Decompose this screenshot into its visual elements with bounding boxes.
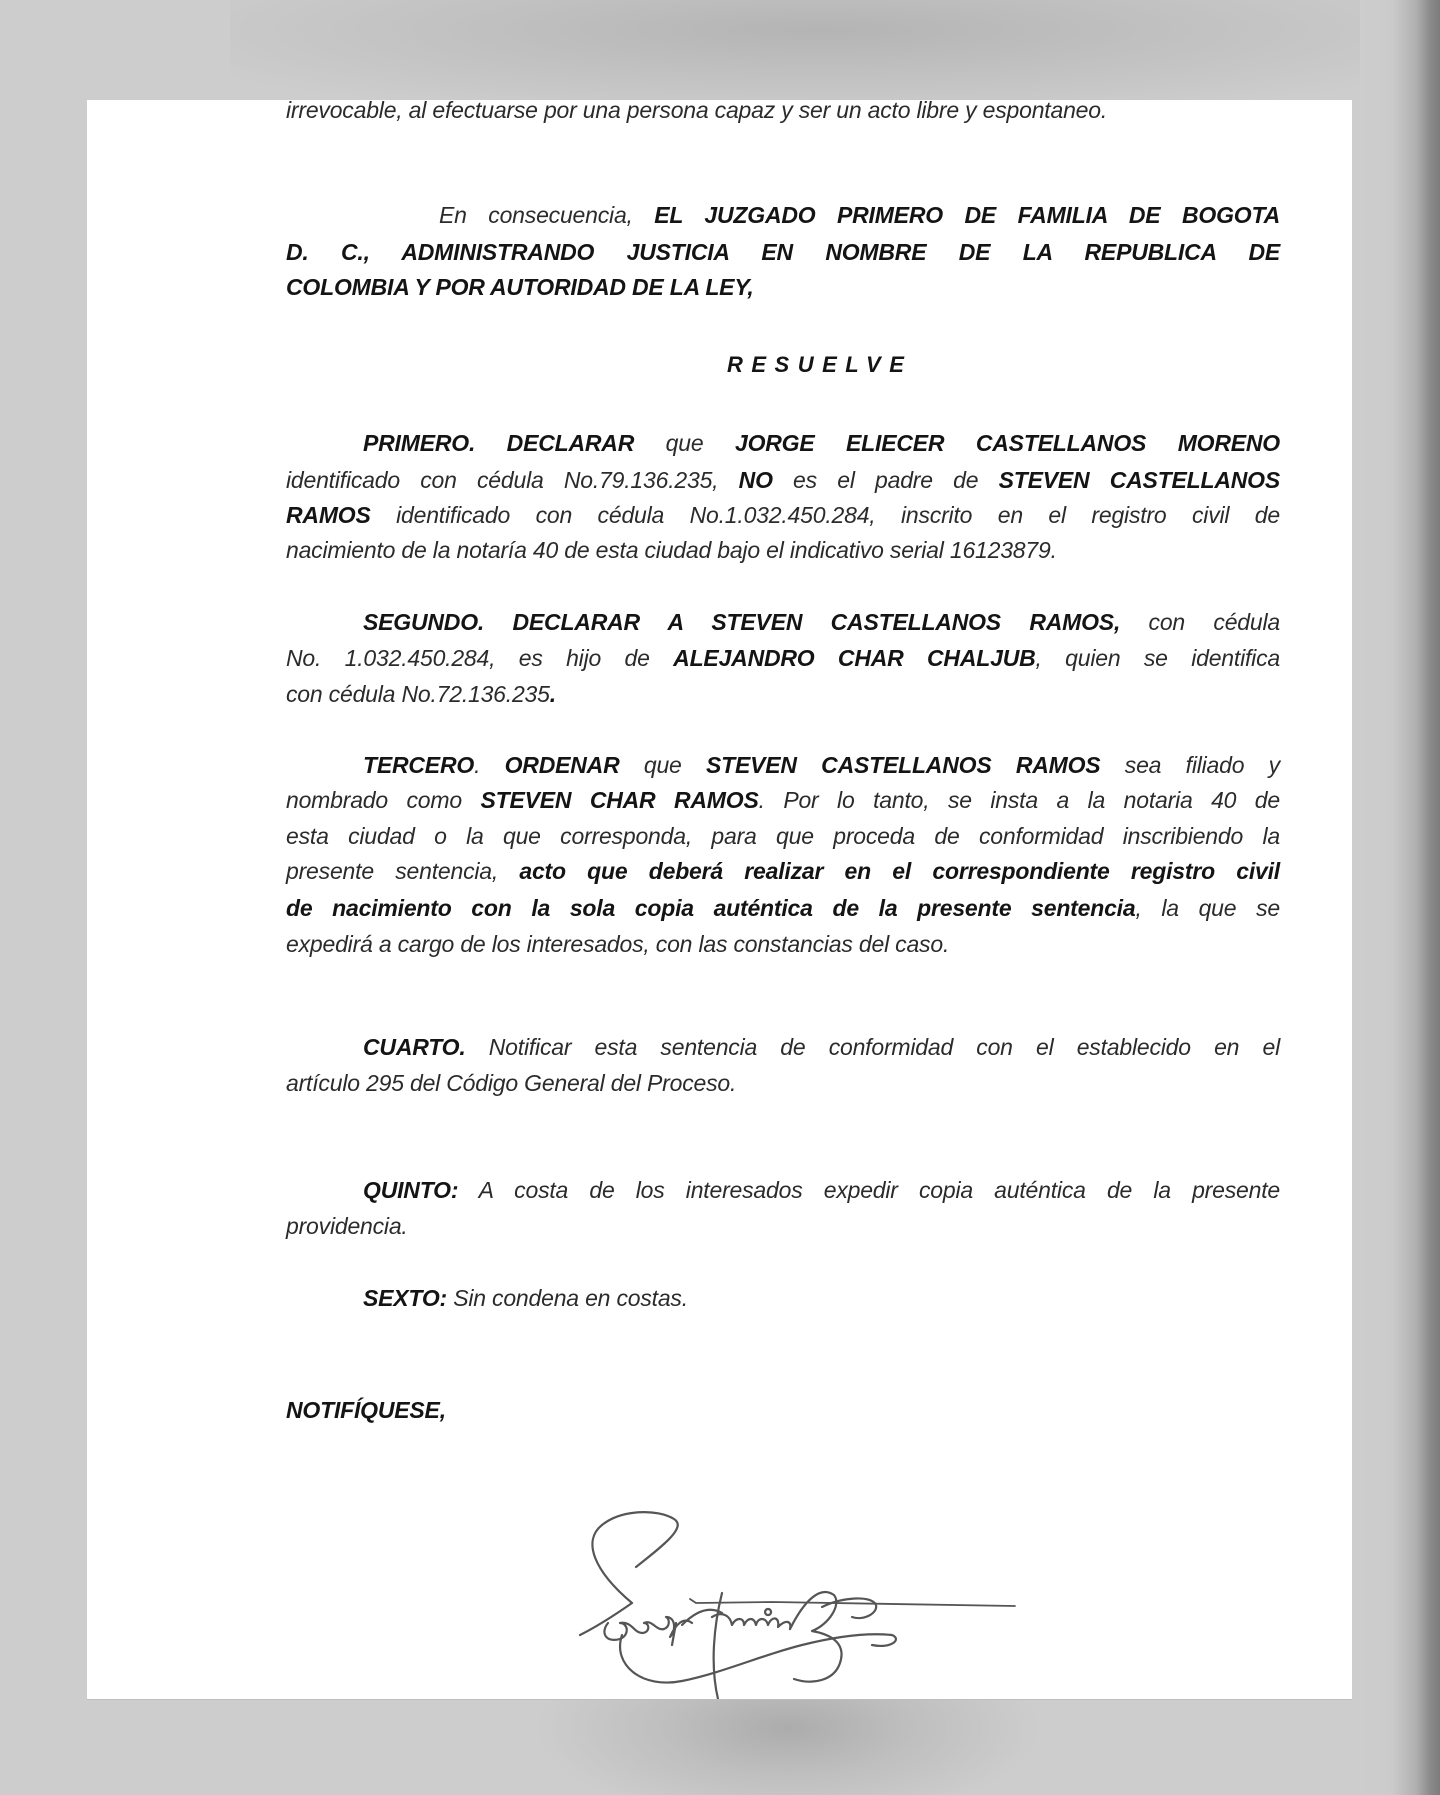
bold-text-run: COLOMBIA Y POR AUTORIDAD DE LA LEY, [286, 274, 754, 300]
notifiquese-closing [286, 1392, 1280, 1428]
text-run: nombrado como [286, 787, 481, 813]
bold-text-run: JORGE ELIECER CASTELLANOS MORENO [734, 430, 1280, 456]
bold-text-run: CUARTO. [363, 1034, 466, 1060]
bold-text-run: ORDENAR [504, 752, 620, 778]
tercero-line-3 [286, 818, 1280, 854]
bold-text-run: D. C., ADMINISTRANDO JUSTICIA EN NOMBRE DE LA REPUBLICA DE [286, 239, 1280, 265]
sexto-line [286, 1280, 1280, 1316]
text-run: que [619, 752, 706, 778]
primero-line-1 [286, 425, 1280, 461]
text-run: , quien se identifica [1035, 645, 1280, 671]
bold-text-run: ALEJANDRO CHAR CHALJUB [673, 645, 1036, 671]
document-page [87, 100, 1352, 1699]
text-run: nacimiento de la notaría 40 de esta ciudad bajo el indicativo serial 16123879. [286, 537, 1057, 563]
handwritten-signature [572, 1505, 1022, 1699]
text-run: que [634, 430, 735, 456]
primero-line-4 [286, 532, 1280, 568]
text-run: . [474, 752, 505, 778]
text-run: A costa de los interesados expedir copia auténtica de la presente [458, 1177, 1280, 1203]
paragraph-consecuencia-line-2 [286, 234, 1280, 270]
bold-text-run: TERCERO [363, 752, 475, 778]
cuarto-line-2 [286, 1065, 1280, 1101]
background-shadow-top [230, 0, 1410, 100]
bold-text-run: STEVEN CHAR RAMOS [480, 787, 759, 813]
bold-text-run: NO [738, 467, 773, 493]
paragraph-intro-tail-line [286, 100, 1280, 128]
text-run: Notificar esta sentencia de conformidad con el establecido en el [465, 1034, 1280, 1060]
bold-text-run: STEVEN CASTELLANOS RAMOS [705, 752, 1101, 778]
bold-text-run: PRIMERO. DECLARAR [363, 430, 635, 456]
signature-strokes [580, 1512, 1015, 1699]
bold-text-run: QUINTO: [363, 1177, 459, 1203]
tercero-line-4 [286, 853, 1280, 889]
bold-text-run: SEXTO: [363, 1285, 448, 1311]
text-run: irrevocable, al efectuarse por una persona capaz y ser un acto libre y espontaneo. [286, 100, 1108, 123]
tercero-line-5 [286, 890, 1280, 926]
text-run: identificado con cédula No.1.032.450.284, inscrito en el registro civil de [370, 502, 1280, 528]
text-run: identificado con cédula No.79.136.235, [286, 467, 739, 493]
text-run: artículo 295 del Código General del Proceso. [286, 1070, 737, 1096]
segundo-line-3 [286, 676, 1280, 712]
background-shadow-bottom [480, 1699, 1040, 1795]
bold-text-run: NOTIFÍQUESE, [286, 1397, 446, 1423]
primero-line-3 [286, 497, 1280, 533]
text-run: es el padre de [772, 467, 999, 493]
bold-text-run: . [549, 681, 556, 707]
text-run: En consecuencia, [439, 202, 655, 228]
text-run: , la que se [1135, 895, 1280, 921]
text-run: sea filiado y [1100, 752, 1280, 778]
text-run: No. 1.032.450.284, es hijo de [286, 645, 674, 671]
tercero-line-1 [286, 747, 1280, 783]
paragraph-consecuencia-line-1 [286, 197, 1280, 233]
text-run: esta ciudad o la que corresponda, para que proceda de conformidad inscribiendo la [286, 823, 1280, 849]
segundo-line-2 [286, 640, 1280, 676]
text-run: Sin condena en costas. [447, 1285, 688, 1311]
bold-text-run: STEVEN CASTELLANOS [998, 467, 1280, 493]
tercero-line-6 [286, 926, 1280, 962]
background-edge-right [1360, 0, 1440, 1795]
bold-text-run: de nacimiento con la sola copia auténtica de la presente sentencia [286, 895, 1136, 921]
resuelve-heading: RESUELVE [727, 352, 913, 377]
text-run: con cédula No.72.136.235 [286, 681, 550, 707]
bold-text-run: RAMOS [286, 502, 371, 528]
text-run: expedirá a cargo de los interesados, con las constancias del caso. [286, 931, 950, 957]
cuarto-line-1 [286, 1029, 1280, 1065]
text-run: con cédula [1120, 609, 1280, 635]
text-run: providencia. [286, 1213, 408, 1239]
primero-line-2 [286, 462, 1280, 498]
bold-text-run: acto que deberá realizar en el correspondiente registro civil [519, 858, 1280, 884]
bold-text-run: SEGUNDO. DECLARAR A STEVEN CASTELLANOS RAMOS, [363, 609, 1121, 635]
quinto-line-2 [286, 1208, 1280, 1244]
text-run: presente sentencia, [286, 858, 520, 884]
tercero-line-2 [286, 782, 1280, 818]
segundo-line-1 [286, 604, 1280, 640]
bold-text-run: EL JUZGADO PRIMERO DE FAMILIA DE BOGOTA [654, 202, 1281, 228]
text-run: . Por lo tanto, se insta a la notaria 40 de [758, 787, 1280, 813]
quinto-line-1 [286, 1172, 1280, 1208]
paragraph-consecuencia-line-3 [286, 269, 1280, 305]
